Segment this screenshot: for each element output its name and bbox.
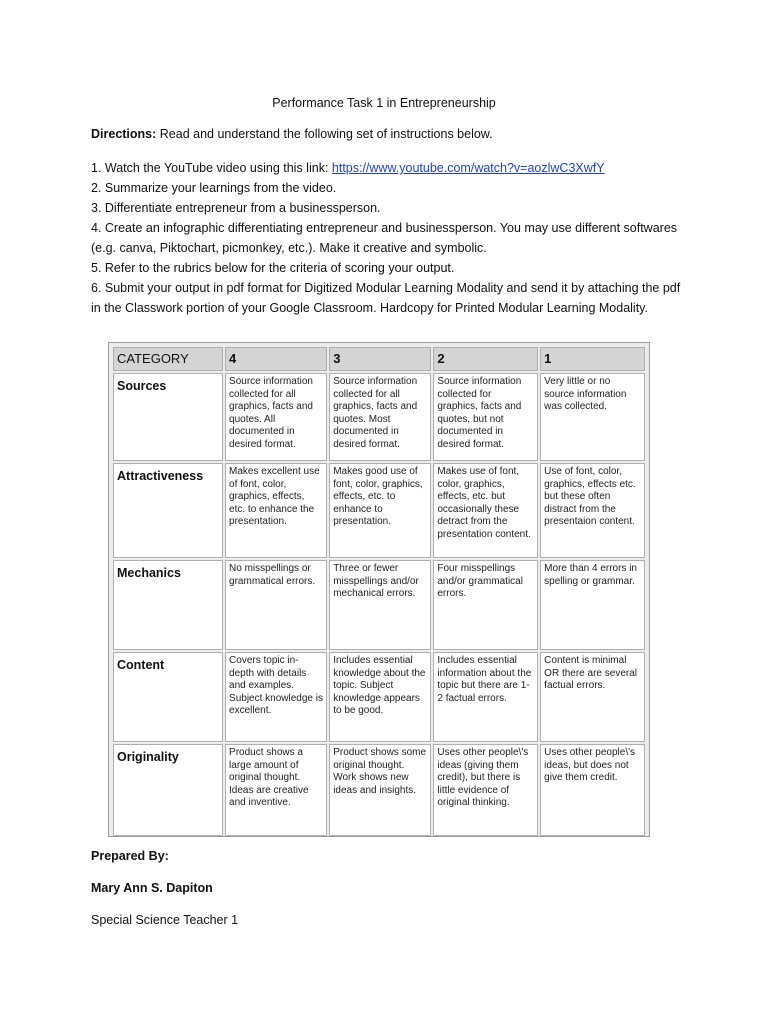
rubric-category: Attractiveness (113, 463, 223, 558)
page-title: Performance Task 1 in Entrepreneurship (272, 96, 496, 110)
rubric-category: Content (113, 652, 223, 742)
rubric-cell: Use of font, color, graphics, effects etc. but these often distract from the presentaion content. (540, 463, 645, 558)
rubric-header-3: 3 (329, 347, 431, 371)
rubric-cell: Product shows a large amount of original thought. Ideas are creative and inventive. (225, 744, 327, 836)
rubric-cell: Includes essential information about the topic but there are 1-2 factual errors. (433, 652, 538, 742)
step-3: 3. Differentiate entrepreneur from a businessperson. (91, 201, 381, 215)
rubric-header-category: CATEGORY (113, 347, 223, 371)
preparer-name: Mary Ann S. Dapiton (91, 881, 213, 895)
directions-label: Directions: (91, 127, 157, 141)
rubric-image (108, 342, 650, 837)
rubric-header-1: 1 (540, 347, 645, 371)
rubric-cell: Makes excellent use of font, color, graphics, effects, etc. to enhance the presentation. (225, 463, 327, 558)
youtube-link[interactable]: https://www.youtube.com/watch?v=aozlwC3XwfY (331, 161, 605, 175)
directions (91, 127, 493, 141)
step-6: 6. Submit your output in pdf format for Digitized Modular Learning Modality and send it by attaching the pdf in the Classwork portion of your Google Classroom. Hardcopy for Printed Modular Learning Modality. (91, 281, 681, 315)
rubric-cell: Makes good use of font, color, graphics, effects, etc. to enhance to presentation. (329, 463, 431, 558)
rubric-cell: Source information collected for all graphics, facts and quotes. Most documented in desired format. (329, 373, 431, 461)
rubric-row-content (113, 652, 645, 742)
step-1-text: 1. Watch the YouTube video using this link: (91, 161, 332, 175)
rubric-cell: Makes use of font, color, graphics, effects, etc. but occasionally these detract from the presentation content. (433, 463, 538, 558)
rubric-row-originality (113, 744, 645, 836)
rubric-table (111, 345, 647, 838)
rubric-row-sources (113, 373, 645, 461)
rubric-cell: Uses other people\'s ideas, but does not give them credit. (540, 744, 645, 836)
rubric-cell: Uses other people\'s ideas (giving them credit), but there is little evidence of original thinking. (433, 744, 538, 836)
instruction-list (91, 158, 691, 318)
rubric-cell: No misspellings or grammatical errors. (225, 560, 327, 650)
rubric-cell: Very little or no source information was collected. (540, 373, 645, 461)
rubric-row-attractiveness (113, 463, 645, 558)
step-4: 4. Create an infographic differentiating entrepreneur and businessperson. You may use different softwares (e.g. canva, Piktochart, picmonkey, etc.). Make it creative and symbolic. (91, 221, 678, 255)
rubric-header-4: 4 (225, 347, 327, 371)
directions-text: Read and understand the following set of instructions below. (156, 127, 493, 141)
rubric-cell: More than 4 errors in spelling or grammar. (540, 560, 645, 650)
rubric-category: Sources (113, 373, 223, 461)
rubric-cell: Source information collected for graphics, facts and quotes, but not documented in desired format. (433, 373, 538, 461)
rubric-cell: Source information collected for all graphics, facts and quotes. All documented in desired format. (225, 373, 327, 461)
rubric-cell: Three or fewer misspellings and/or mechanical errors. (329, 560, 431, 650)
rubric-header-row (113, 347, 645, 371)
rubric-cell: Product shows some original thought. Work shows new ideas and insights. (329, 744, 431, 836)
step-2: 2. Summarize your learnings from the video. (91, 181, 337, 195)
rubric-row-mechanics (113, 560, 645, 650)
rubric-cell: Covers topic in-depth with details and examples. Subject knowledge is excellent. (225, 652, 327, 742)
rubric-category: Mechanics (113, 560, 223, 650)
rubric-cell: Content is minimal OR there are several factual errors. (540, 652, 645, 742)
rubric-cell: Four misspellings and/or grammatical errors. (433, 560, 538, 650)
rubric-category: Originality (113, 744, 223, 836)
step-1 (91, 158, 691, 178)
rubric-cell: Includes essential knowledge about the topic. Subject knowledge appears to be good. (329, 652, 431, 742)
preparer-role: Special Science Teacher 1 (91, 913, 239, 927)
step-5: 5. Refer to the rubrics below for the criteria of scoring your output. (91, 261, 455, 275)
prepared-by-label: Prepared By: (91, 849, 169, 863)
rubric-header-2: 2 (433, 347, 538, 371)
